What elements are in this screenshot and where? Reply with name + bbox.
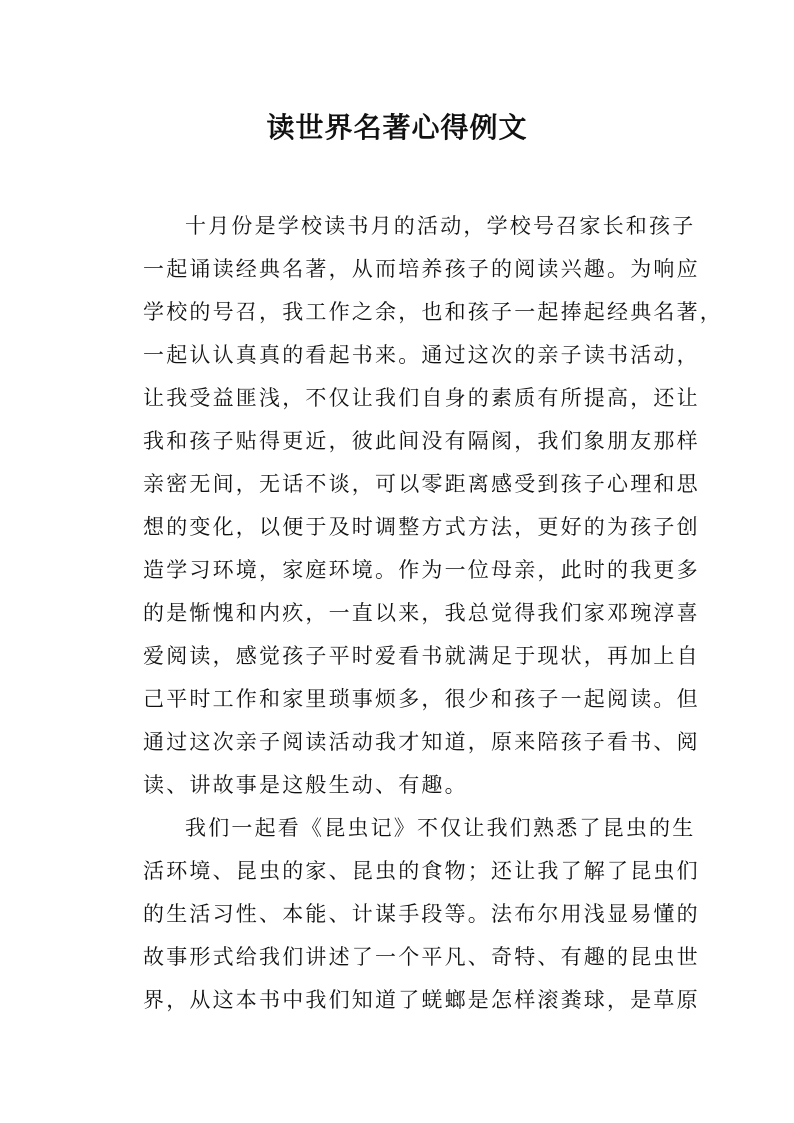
text-line: 一起诵读经典名著，从而培养孩子的阅读兴趣。为响应 [143, 257, 700, 281]
text-line: 通过这次亲子阅读活动我才知道，原来陪孩子看书、阅 [143, 730, 700, 754]
text-line: 学校的号召，我工作之余，也和孩子一起捧起经典名著， [143, 300, 723, 324]
text-line: 的生活习性、本能、计谋手段等。法布尔用浅显易懂的 [143, 902, 700, 926]
paragraph-2 [143, 807, 700, 1022]
text-line: 的是惭愧和内疚，一直以来，我总觉得我们家邓琬淳喜 [143, 601, 700, 625]
paragraph-1 [143, 205, 723, 807]
text-line: 爱阅读，感觉孩子平时爱看书就满足于现状，再加上自 [143, 644, 700, 668]
text-line: 让我受益匪浅，不仅让我们自身的素质有所提高，还让 [143, 386, 700, 410]
document-title: 读世界名著心得例文 [266, 111, 528, 144]
text-line: 界，从这本书中我们知道了蜣螂是怎样滚粪球，是草原 [143, 988, 700, 1012]
text-line: 读、讲故事是这般生动、有趣。 [143, 773, 468, 797]
text-line: 我们一起看《昆虫记》不仅让我们熟悉了昆虫的生 [185, 816, 696, 840]
text-line: 十月份是学校读书月的活动，学校号召家长和孩子 [185, 214, 696, 238]
text-line: 造学习环境，家庭环境。作为一位母亲，此时的我更多 [143, 558, 700, 582]
text-line: 一起认认真真的看起书来。通过这次的亲子读书活动， [143, 343, 700, 367]
text-line: 想的变化，以便于及时调整方式方法，更好的为孩子创 [143, 515, 700, 539]
text-line: 我和孩子贴得更近，彼此间没有隔阂，我们象朋友那样 [143, 429, 700, 453]
text-line: 亲密无间，无话不谈，可以零距离感受到孩子心理和思 [143, 472, 700, 496]
text-line: 己平时工作和家里琐事烦多，很少和孩子一起阅读。但 [143, 687, 700, 711]
text-line: 故事形式给我们讲述了一个平凡、奇特、有趣的昆虫世 [143, 945, 700, 969]
text-line: 活环境、昆虫的家、昆虫的食物；还让我了解了昆虫们 [143, 859, 700, 883]
document-body [143, 205, 723, 1022]
